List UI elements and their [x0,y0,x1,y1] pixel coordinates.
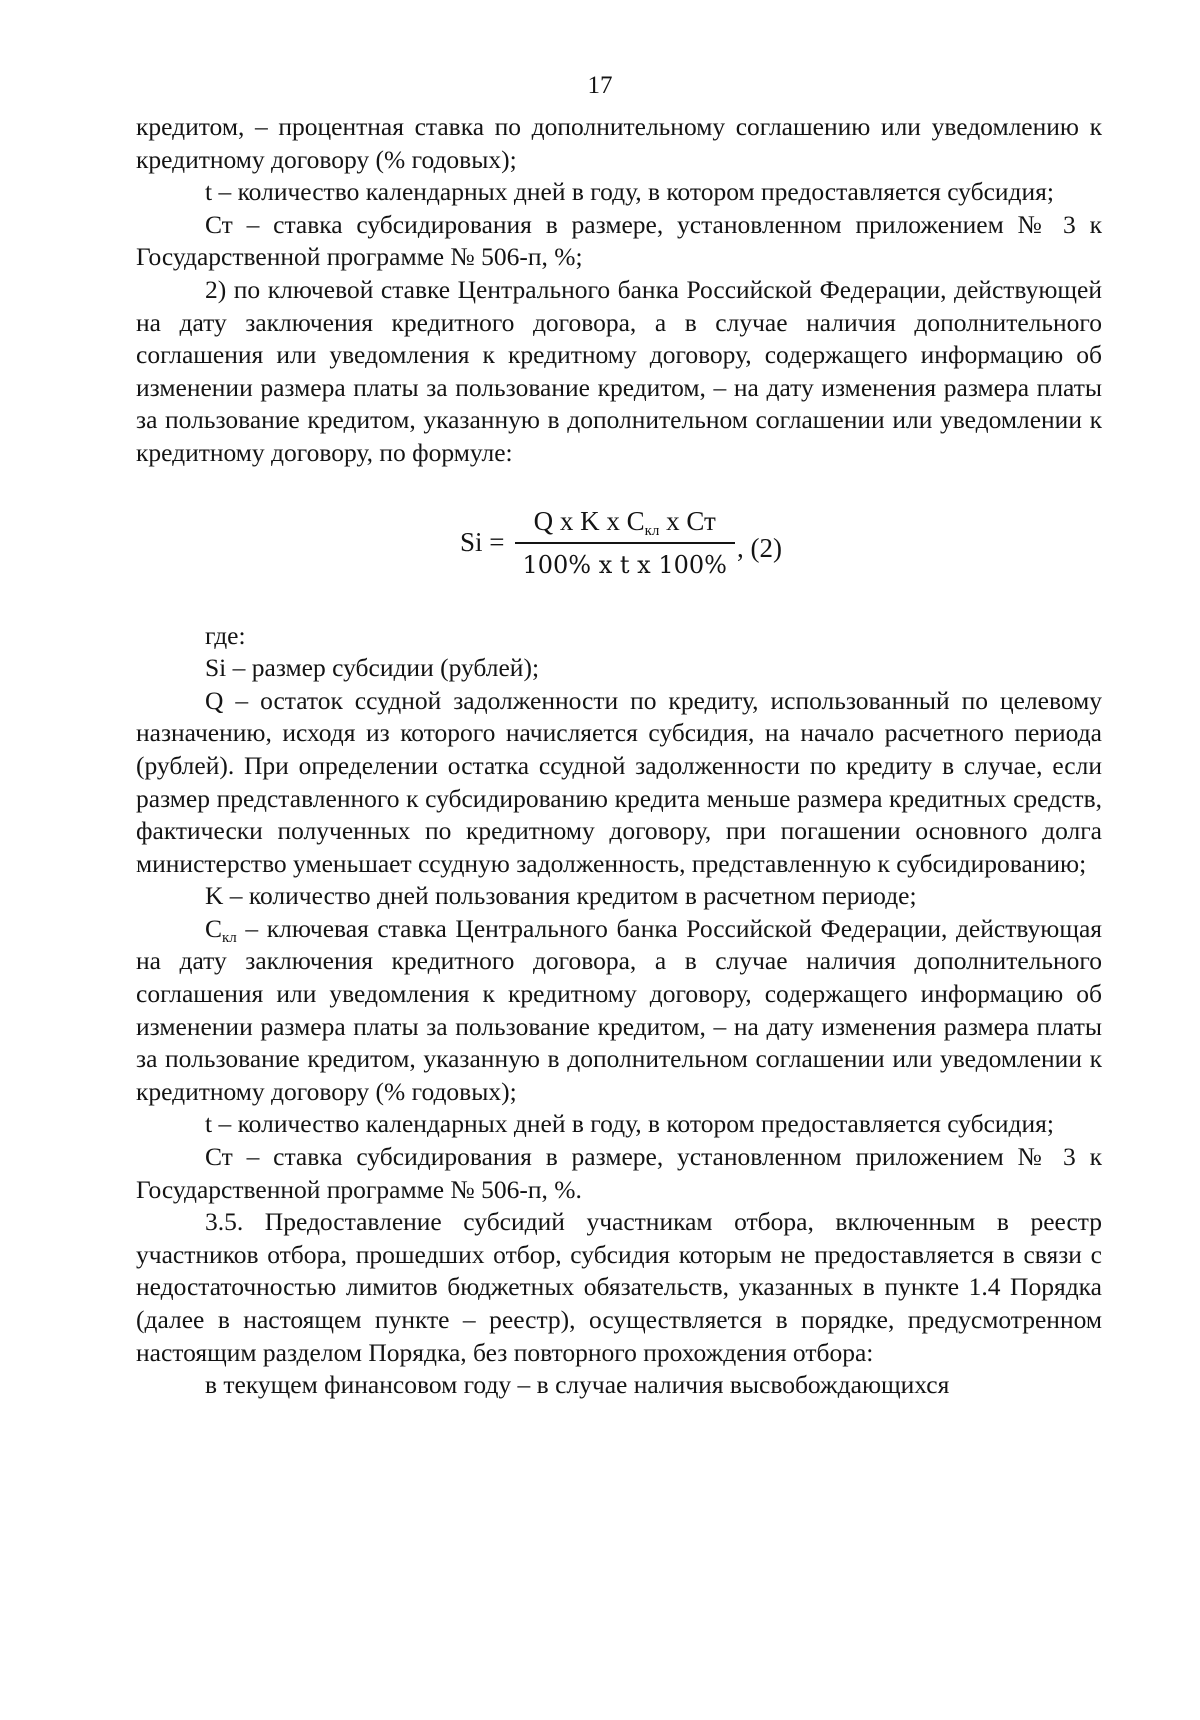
numerator-tail: x Ст [659,505,716,536]
paragraph: Q – остаток ссудной задолженности по кредиту, использованный по целевому назначению, исходя из которого начисляется субсидия, на начало расчетного периода (рублей). При определении остатка ссудной задолженности по кредиту в случае, если размер представленного к субсидированию кредита меньше размера кредитных средств, фактически полученных по кредитному договору, при погашении основного долга министерство уменьшает ссудную задолженность, представленную к субсидированию; [136,685,1102,878]
paragraph: K – количество дней пользования кредитом в расчетном периоде; [205,881,917,911]
paragraph: в текущем финансовом году – в случае наличия высвобождающихся [205,1370,950,1400]
formula-2 [136,470,1102,620]
ckl-definition: – ключевая ставка Центрального банка Российской Федерации, действующая на дату заключения кредитного договора, а в случае наличия дополнительного соглашения или уведомления к кредитному договору, содержащего информацию об изменении размера платы за пользование кредитом, – на дату изменения размера платы за пользование кредитом, указанную в дополнительном соглашении или уведомлении к кредитному договору (% годовых); [136,913,1102,1106]
formula-lhs: Si = [460,527,505,558]
document-body [136,111,1102,1402]
paragraph: где: [205,620,246,650]
paragraph: 3.5. Предоставление субсидий участникам отбора, включенным в реестр участников отбора, прошедших отбор, субсидия которым не предоставляется в связи с недостаточностью лимитов бюджетных обязательств, указанных в пункте 1.4 Порядка (далее в настоящем пункте – реестр), осуществляется в порядке, предусмотренном настоящим разделом Порядка, без повторного прохождения отбора: [136,1207,1102,1367]
numerator-main: Q x K x C [533,505,645,536]
paragraph-ckl [136,913,1102,1109]
paragraph: Ст – ставка субсидирования в размере, установленном приложением № 3 к Государственной программе № 506-п, %. [136,1142,1102,1204]
formula-number: , (2) [736,533,782,564]
page-number: 17 [587,72,613,99]
formula-numerator [526,506,724,542]
paragraph: Si – размер субсидии (рублей); [205,653,540,683]
formula-fraction [515,506,735,580]
ckl-subscript: кл [222,929,237,946]
formula-denominator: 100% x t x 100% [522,550,727,579]
paragraph: 2) по ключевой ставке Центрального банка Российской Федерации, действующей на дату заключения кредитного договора, а в случае наличия дополнительного соглашения или уведомления к кредитному договору, содержащего информацию об изменении размера платы за пользование кредитом, – на дату изменения размера платы за пользование кредитом, указанную в дополнительном соглашении или уведомлении к кредитному договору, по формуле: [136,274,1102,467]
ckl-symbol: С [205,913,223,943]
paragraph: t – количество календарных дней в году, в котором предоставляется субсидия; [205,177,1054,207]
paragraph: Ст – ставка субсидирования в размере, установленном приложением № 3 к Государственной программе № 506-п, %; [136,209,1102,272]
paragraph: кредитом, – процентная ставка по дополнительному соглашению или уведомлению к кредитному договору (% годовых); [136,112,1102,174]
numerator-sub: кл [644,522,660,539]
paragraph: t – количество календарных дней в году, в котором предоставляется субсидия; [205,1109,1054,1139]
